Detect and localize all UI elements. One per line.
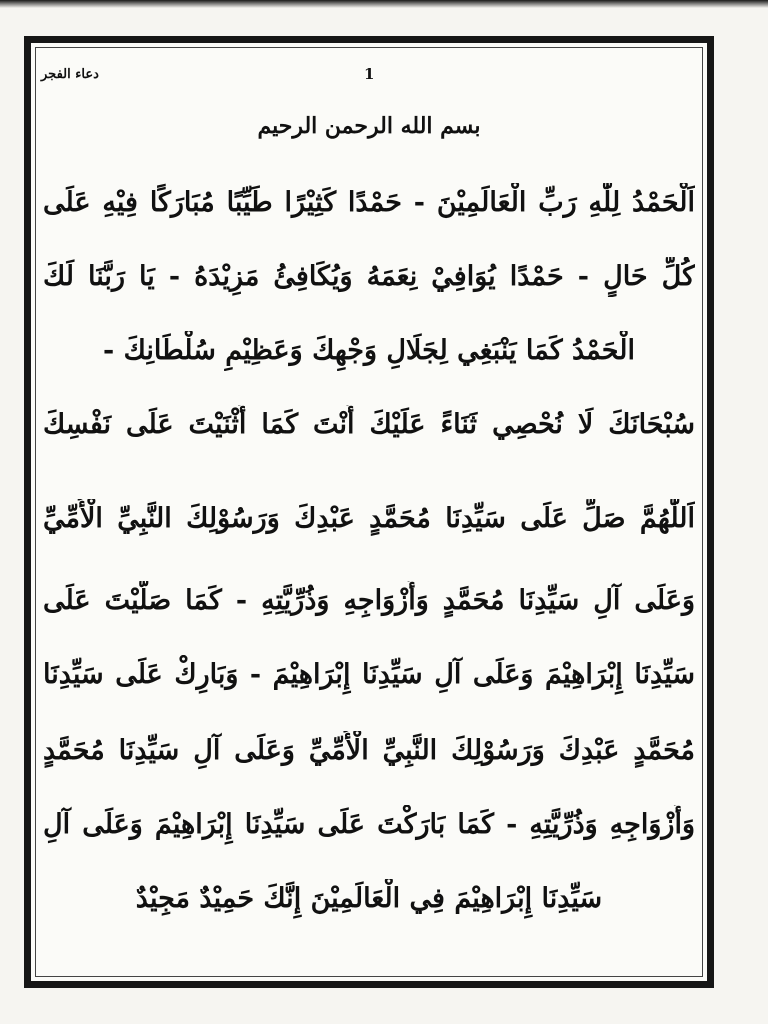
text-line-5: اَللّٰهُمَّ صَلِّ عَلَى سَيِّدِنَا مُحَمَّدٍ عَبْدِكَ وَرَسُوْلِكَ النَّبِيِّ الْأُمِّيِّ	[43, 503, 695, 534]
text-line-6: وَعَلَى آلِ سَيِّدِنَا مُحَمَّدٍ وَأَزْوَاجِهِ وَذُرِّيَّتِهِ - كَمَا صَلَّيْتَ عَلَى	[43, 585, 695, 616]
document-page	[24, 36, 714, 988]
text-line-8: مُحَمَّدٍ عَبْدِكَ وَرَسُوْلِكَ النَّبِيِّ الْأُمِّيِّ وَعَلَى آلِ سَيِّدِنَا مُحَمَّدٍ	[43, 735, 695, 766]
page-number: 1	[364, 65, 375, 83]
page-top-shadow	[0, 0, 768, 8]
text-line-7: سَيِّدِنَا إِبْرَاهِيْمَ وَعَلَى آلِ سَيِّدِنَا إِبْرَاهِيْمَ - وَبَارِكْ عَلَى سَيِّدِنَا	[43, 659, 695, 690]
basmala-heading: بسم الله الرحمن الرحيم	[257, 113, 481, 139]
text-line-1: اَلْحَمْدُ لِلّٰهِ رَبِّ الْعَالَمِيْنَ - حَمْدًا كَثِيْرًا طَيِّبًا مُبَارَكًا فِيْهِ عَلَى	[43, 187, 695, 218]
text-line-4: سُبْحَانَكَ لَا نُحْصِي ثَنَاءً عَلَيْكَ أَنْتَ كَمَا أَثْنَيْتَ عَلَى نَفْسِكَ	[43, 409, 695, 440]
text-line-2: كُلِّ حَالٍ - حَمْدًا يُوَافِيْ نِعَمَهُ وَيُكَافِئُ مَزِيْدَهُ - يَا رَبَّنَا لَكَ	[43, 261, 695, 292]
header-title: دعاء الفجر	[41, 67, 99, 82]
text-line-9: وَأَزْوَاجِهِ وَذُرِّيَّتِهِ - كَمَا بَارَكْتَ عَلَى سَيِّدِنَا إِبْرَاهِيْمَ وَعَلَى آلِ	[43, 809, 695, 840]
text-line-10: سَيِّدِنَا إِبْرَاهِيْمَ فِي الْعَالَمِيْنَ إِنَّكَ حَمِيْدٌ مَجِيْدٌ	[135, 883, 603, 914]
text-line-3: الْحَمْدُ كَمَا يَنْبَغِي لِجَلَالِ وَجْهِكَ وَعَظِيْمِ سُلْطَانِكَ -	[103, 335, 635, 366]
